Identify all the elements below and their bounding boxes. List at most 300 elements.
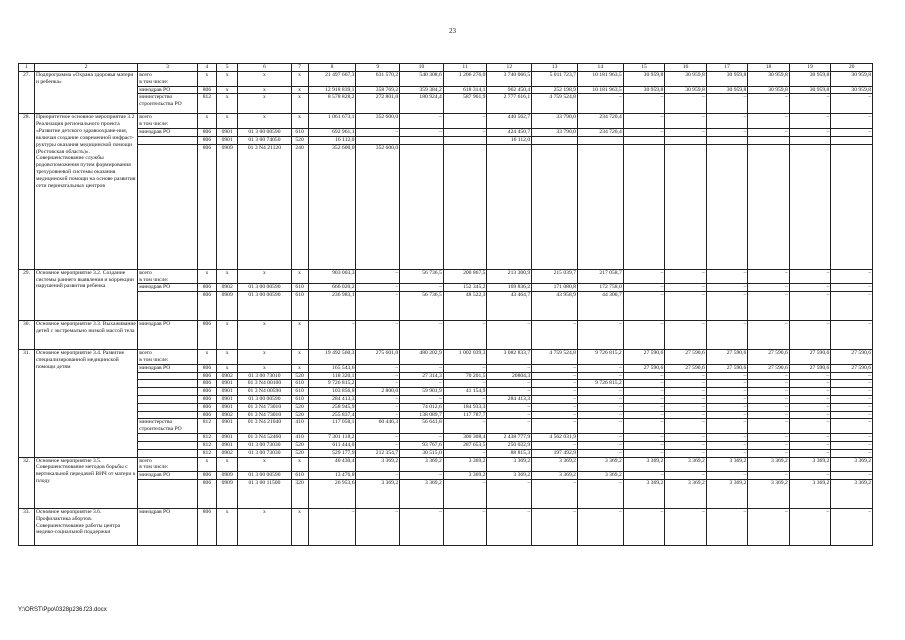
code-cell: 806	[197, 136, 216, 144]
table-row	[19, 72, 873, 87]
code-cell: 01 3 N4 00100	[238, 380, 291, 388]
amount-cell: –	[706, 129, 748, 137]
amount-cell: 2 800,0	[356, 388, 400, 396]
amount-cell: 3 369,2	[831, 479, 873, 508]
amount-cell: –	[706, 114, 748, 129]
amount-cell: 275 601,0	[356, 350, 400, 365]
code-cell: 520	[291, 441, 308, 449]
amount-cell: 252 198,9	[532, 86, 578, 94]
amount-cell: 3 369,2	[356, 479, 400, 508]
code-cell: x	[238, 72, 291, 87]
executor-cell	[138, 411, 198, 419]
executor-cell: всего в том числе:	[138, 72, 198, 87]
amount-cell: –	[748, 388, 790, 396]
amount-cell: 3 369,2	[532, 472, 578, 480]
code-cell: x	[238, 350, 291, 365]
amount-cell: –	[665, 449, 707, 457]
code-cell: x	[238, 321, 291, 350]
amount-cell: –	[400, 508, 444, 545]
amount-cell	[356, 136, 400, 144]
table-row	[19, 479, 873, 508]
column-number: 3	[138, 64, 198, 72]
amount-cell: 3 369,2	[665, 457, 707, 472]
amount-cell: 631 570,2	[356, 72, 400, 87]
code-cell: x	[291, 457, 308, 472]
amount-cell: –	[577, 434, 623, 442]
amount-cell: 171 080,8	[532, 284, 578, 292]
amount-cell: –	[400, 129, 444, 137]
amount-cell	[706, 136, 748, 144]
amount-cell: –	[487, 403, 532, 411]
code-cell: x	[197, 72, 216, 87]
code-cell: 0902	[217, 284, 238, 292]
executor-cell: всего в том числе:	[138, 114, 198, 129]
column-number: 20	[831, 64, 873, 72]
amount-cell: –	[623, 269, 665, 284]
amount-cell: –	[665, 114, 707, 129]
amount-cell: 3 369,2	[831, 457, 873, 472]
code-cell: 240	[291, 144, 308, 269]
executor-cell	[138, 396, 198, 404]
code-cell: 812	[197, 441, 216, 449]
table-row	[19, 144, 873, 269]
amount-cell: 10 181 963,5	[577, 72, 623, 87]
amount-cell: –	[577, 403, 623, 411]
table-row	[19, 136, 873, 144]
table-row	[19, 114, 873, 129]
table-row	[19, 321, 873, 350]
code-cell: 0909	[217, 144, 238, 269]
amount-cell: –	[443, 508, 487, 545]
amount-cell: 16 112,0	[487, 136, 532, 144]
amount-cell	[789, 144, 831, 269]
code-cell: 806	[197, 396, 216, 404]
amount-cell	[400, 136, 444, 144]
amount-cell: –	[623, 403, 665, 411]
executor-cell: всего в том числе:	[138, 269, 198, 284]
code-cell: x	[238, 364, 291, 372]
code-cell: 806	[197, 284, 216, 292]
amount-cell: –	[356, 364, 400, 372]
code-cell: 0902	[217, 449, 238, 457]
amount-cell: –	[487, 508, 532, 545]
amount-cell: 3 369,2	[487, 457, 532, 472]
amount-cell: –	[789, 508, 831, 545]
amount-cell: –	[748, 419, 790, 434]
code-cell: 520	[291, 136, 308, 144]
amount-cell: 30 959,8	[623, 86, 665, 94]
code-cell: 01 3 00 00590	[238, 292, 291, 321]
code-cell: 610	[291, 388, 308, 396]
code-cell: 806	[197, 411, 216, 419]
code-cell: x	[217, 72, 238, 87]
executor-cell	[138, 144, 198, 269]
table-row	[19, 269, 873, 284]
measure-name: Подпрограмма «Охрана здоровья матери и ребенка»	[34, 72, 137, 114]
amount-cell: 27 590,6	[706, 350, 748, 365]
amount-cell: –	[623, 441, 665, 449]
column-number: 15	[623, 64, 665, 72]
amount-cell: –	[706, 269, 748, 284]
amount-cell: –	[487, 380, 532, 388]
code-cell: 610	[291, 472, 308, 480]
amount-cell: 480 202,9	[400, 350, 444, 365]
amount-cell: –	[789, 403, 831, 411]
amount-cell: –	[623, 380, 665, 388]
amount-cell: 60 446,3	[356, 419, 400, 434]
amount-cell: 3 369,2	[789, 479, 831, 508]
amount-cell: 3 369,2	[443, 472, 487, 480]
amount-cell: –	[443, 396, 487, 404]
code-cell: x	[291, 321, 308, 350]
code-cell: 0909	[217, 472, 238, 480]
code-cell: x	[217, 457, 238, 472]
amount-cell: –	[748, 508, 790, 545]
item-number: 31.	[19, 350, 35, 457]
amount-cell: –	[577, 321, 623, 350]
executor-cell: минздрав РО	[138, 129, 198, 137]
table-row	[19, 380, 873, 388]
amount-cell: –	[748, 411, 790, 419]
amount-cell: –	[706, 388, 748, 396]
amount-cell: –	[487, 419, 532, 434]
code-cell: 812	[197, 94, 216, 114]
column-number: 1	[19, 64, 35, 72]
amount-cell: –	[789, 284, 831, 292]
amount-cell: –	[789, 372, 831, 380]
amount-cell: 3 369,2	[356, 457, 400, 472]
amount-cell: 43 464,7	[487, 292, 532, 321]
executor-cell: минздрав РО	[138, 284, 198, 292]
item-number: 33.	[19, 508, 35, 545]
code-cell: x	[291, 94, 308, 114]
amount-cell: 213 300,9	[487, 269, 532, 284]
amount-cell: –	[831, 269, 873, 284]
executor-cell: минздрав РО	[138, 86, 198, 94]
amount-cell: 169 836,2	[487, 284, 532, 292]
amount-cell: –	[706, 472, 748, 480]
code-cell: 410	[291, 434, 308, 442]
amount-cell: 56 736,5	[400, 269, 444, 284]
amount-cell: –	[665, 380, 707, 388]
amount-cell: –	[577, 388, 623, 396]
code-cell: 01 3 N4 73010	[238, 411, 291, 419]
code-cell: 806	[197, 508, 216, 545]
executor-cell	[138, 380, 198, 388]
executor-cell: всего в том числе:	[138, 350, 198, 365]
amount-cell: 117 058,1	[308, 419, 356, 434]
amount-cell: 236 983,1	[308, 292, 356, 321]
amount-cell: –	[356, 434, 400, 442]
amount-cell	[623, 136, 665, 144]
column-number: 14	[577, 64, 623, 72]
amount-cell: –	[356, 472, 400, 480]
amount-cell: 1 206 276,0	[443, 72, 487, 87]
amount-cell: 217 058,7	[577, 269, 623, 284]
amount-cell: 4 562 031,9	[532, 434, 578, 442]
executor-cell: минздрав РО	[138, 364, 198, 372]
amount-cell: –	[443, 380, 487, 388]
amount-cell: –	[400, 380, 444, 388]
code-cell: 812	[197, 419, 216, 434]
amount-cell: –	[831, 449, 873, 457]
amount-cell: –	[400, 114, 444, 129]
amount-cell	[443, 136, 487, 144]
table-row	[19, 350, 873, 365]
measure-name: Приоритетное основное мероприятие 3.2 Реализация регионального проекта «Развитие детского здравоохране-ния, включая создание современной инфраст-руктуры оказания медицинской помощи (Ростовская область)». Совершенствование службы родовспоможения путем формирования трехуровневой системы оказания медицинской помощи на основе развития сети перинатальных центров	[34, 114, 137, 269]
amount-cell: 27 314,3	[400, 372, 444, 380]
amount-cell: 138 089,7	[400, 411, 444, 419]
amount-cell: –	[623, 449, 665, 457]
amount-cell: –	[789, 388, 831, 396]
table-row	[19, 411, 873, 419]
executor-cell	[138, 292, 198, 321]
amount-cell: –	[532, 411, 578, 419]
code-cell: x	[291, 86, 308, 94]
amount-cell: –	[356, 441, 400, 449]
code-cell: 01 3 00 00590	[238, 472, 291, 480]
amount-cell: –	[443, 419, 487, 434]
amount-cell: 27 590,6	[665, 350, 707, 365]
code-cell: x	[291, 350, 308, 365]
amount-cell: –	[623, 411, 665, 419]
code-cell: 410	[291, 419, 308, 434]
amount-cell: 88 815,3	[487, 449, 532, 457]
amount-cell: –	[665, 129, 707, 137]
amount-cell: –	[748, 434, 790, 442]
amount-cell: –	[748, 396, 790, 404]
code-cell: 01 3 N4 21040	[238, 419, 291, 434]
amount-cell	[532, 144, 578, 269]
code-cell: 01 3 N4 21120	[238, 144, 291, 269]
amount-cell: –	[748, 284, 790, 292]
amount-cell: –	[623, 321, 665, 350]
amount-cell: –	[623, 388, 665, 396]
column-number: 8	[308, 64, 356, 72]
code-cell: 610	[291, 284, 308, 292]
amount-cell: –	[623, 419, 665, 434]
table-row	[19, 94, 873, 114]
column-number: 10	[400, 64, 444, 72]
amount-cell: 117 787,7	[443, 411, 487, 419]
code-cell: x	[238, 94, 291, 114]
amount-cell: 272 801,0	[356, 94, 400, 114]
amount-cell: –	[532, 419, 578, 434]
code-cell: 0901	[217, 396, 238, 404]
amount-cell: –	[356, 292, 400, 321]
code-cell: 0909	[217, 479, 238, 508]
amount-cell: –	[308, 321, 356, 350]
amount-cell: –	[532, 380, 578, 388]
amount-cell: –	[623, 284, 665, 292]
amount-cell: 3 369,2	[748, 479, 790, 508]
program-financing-table	[18, 63, 873, 546]
amount-cell: –	[577, 396, 623, 404]
amount-cell: 903 003,3	[308, 269, 356, 284]
code-cell: 01 3 00 73030	[238, 441, 291, 449]
measure-name: Основное мероприятие 3.2. Создание системы раннего выявления и коррекции нарушений развития ребенка	[34, 269, 137, 320]
amount-cell: 962 450,4	[487, 86, 532, 94]
amount-cell: 30 959,8	[706, 72, 748, 87]
amount-cell: 618 314,1	[443, 86, 487, 94]
code-cell: x	[217, 364, 238, 372]
amount-cell: –	[623, 508, 665, 545]
amount-cell: 359 384,2	[400, 86, 444, 94]
amount-cell: –	[831, 508, 873, 545]
code-cell: 610	[291, 129, 308, 137]
amount-cell: 352 600,0	[356, 144, 400, 269]
amount-cell: 43 958,9	[532, 292, 578, 321]
amount-cell: 16 112,0	[308, 136, 356, 144]
amount-cell	[831, 144, 873, 269]
amount-cell: 33 790,0	[532, 114, 578, 129]
amount-cell: 1 061 673,1	[308, 114, 356, 129]
code-cell: x	[217, 114, 238, 129]
amount-cell: –	[665, 434, 707, 442]
code-cell: 0901	[217, 441, 238, 449]
amount-cell: –	[789, 449, 831, 457]
amount-cell: –	[706, 434, 748, 442]
amount-cell: –	[706, 441, 748, 449]
code-cell: x	[217, 94, 238, 114]
code-cell: 01 3 N4 73010	[238, 403, 291, 411]
amount-cell: –	[400, 396, 444, 404]
item-number: 29.	[19, 269, 35, 320]
amount-cell: –	[356, 129, 400, 137]
amount-cell: 666 020,2	[308, 284, 356, 292]
amount-cell: 284 413,3	[487, 396, 532, 404]
amount-cell: –	[748, 449, 790, 457]
measure-name: Основное мероприятие 3.6. Профилактика абортов. Совершенствование работы центра медико-социальной поддержки	[34, 508, 137, 545]
amount-cell: 20804,3	[487, 372, 532, 380]
amount-cell: –	[400, 472, 444, 480]
amount-cell: –	[831, 114, 873, 129]
code-cell: x	[291, 508, 308, 545]
amount-cell: 172 758,0	[577, 284, 623, 292]
amount-cell: 2 777 616,1	[487, 94, 532, 114]
amount-cell: –	[623, 472, 665, 480]
amount-cell: 611 444,0	[308, 441, 356, 449]
amount-cell: 30 959,8	[789, 72, 831, 87]
code-cell: 0902	[217, 372, 238, 380]
amount-cell: –	[789, 269, 831, 284]
amount-cell: 27 590,6	[831, 364, 873, 372]
amount-cell: –	[356, 284, 400, 292]
amount-cell: 540 308,6	[400, 72, 444, 87]
amount-cell: 234 720,4	[577, 114, 623, 129]
amount-cell: –	[665, 508, 707, 545]
code-cell: 806	[197, 86, 216, 94]
amount-cell: 9 726 815,2	[308, 380, 356, 388]
amount-cell: 12 918 839,1	[308, 86, 356, 94]
amount-cell: –	[665, 472, 707, 480]
amount-cell: –	[577, 449, 623, 457]
amount-cell: –	[577, 364, 623, 372]
amount-cell: 197 492,9	[532, 449, 578, 457]
amount-cell: –	[748, 403, 790, 411]
item-number: 32.	[19, 457, 35, 508]
amount-cell: 250 022,9	[487, 441, 532, 449]
amount-cell: –	[831, 403, 873, 411]
executor-cell	[138, 136, 198, 144]
amount-cell: –	[665, 372, 707, 380]
amount-cell: –	[356, 411, 400, 419]
amount-cell: –	[665, 441, 707, 449]
amount-cell: 424 450,7	[487, 129, 532, 137]
amount-cell: 4 759 524,8	[532, 94, 578, 114]
amount-cell: –	[831, 129, 873, 137]
amount-cell: –	[623, 396, 665, 404]
code-cell: 0902	[217, 411, 238, 419]
amount-cell: 27 590,6	[623, 350, 665, 365]
code-cell: 01 3 N4 00590	[238, 388, 291, 396]
code-cell: x	[238, 508, 291, 545]
code-cell: x	[197, 269, 216, 284]
amount-cell	[577, 136, 623, 144]
amount-cell: 3 369,2	[443, 457, 487, 472]
amount-cell: 30 959,8	[831, 72, 873, 87]
file-path: Y:\ORST\Ppo\0328p236.f23.docx	[18, 607, 107, 613]
column-number: 11	[443, 64, 487, 72]
amount-cell: –	[400, 434, 444, 442]
code-cell: 520	[291, 411, 308, 419]
amount-cell: –	[443, 129, 487, 137]
code-cell: 806	[197, 472, 216, 480]
measure-name: Основное мероприятие 3.4. Развитие специализированной медицинской помощи детям	[34, 350, 137, 457]
amount-cell: 70 201,5	[443, 372, 487, 380]
amount-cell: –	[831, 94, 873, 114]
code-cell: 01 3 00 74050	[238, 136, 291, 144]
amount-cell: 212 354,7	[356, 449, 400, 457]
amount-cell: –	[789, 380, 831, 388]
amount-cell: –	[443, 114, 487, 129]
amount-cell	[706, 144, 748, 269]
amount-cell: –	[748, 129, 790, 137]
table-row	[19, 441, 873, 449]
amount-cell: 48 522,3	[443, 292, 487, 321]
amount-cell: –	[748, 441, 790, 449]
executor-cell	[138, 403, 198, 411]
amount-cell: –	[706, 284, 748, 292]
table-row	[19, 449, 873, 457]
amount-cell: –	[356, 396, 400, 404]
executor-cell: министерство строительства РО	[138, 419, 198, 434]
amount-cell: –	[665, 269, 707, 284]
code-cell: 806	[197, 372, 216, 380]
amount-cell: –	[748, 292, 790, 321]
code-cell: 01 3 00 73010	[238, 372, 291, 380]
amount-cell: –	[831, 321, 873, 350]
amount-cell: 3 369,2	[623, 457, 665, 472]
code-cell: x	[197, 350, 216, 365]
amount-cell: 30 959,8	[748, 72, 790, 87]
code-cell: x	[238, 457, 291, 472]
amount-cell: 165 543,6	[308, 364, 356, 372]
amount-cell: –	[532, 403, 578, 411]
amount-cell: –	[789, 419, 831, 434]
column-number: 7	[291, 64, 308, 72]
amount-cell: 200 867,5	[443, 269, 487, 284]
code-cell: 806	[197, 380, 216, 388]
code-cell: x	[217, 86, 238, 94]
page-number: 23	[449, 27, 456, 35]
executor-cell	[138, 388, 198, 396]
code-cell: 01 3 00 00590	[238, 129, 291, 137]
column-number-row	[19, 64, 873, 72]
code-cell: 0901	[217, 419, 238, 434]
executor-cell	[138, 441, 198, 449]
column-number: 13	[532, 64, 578, 72]
